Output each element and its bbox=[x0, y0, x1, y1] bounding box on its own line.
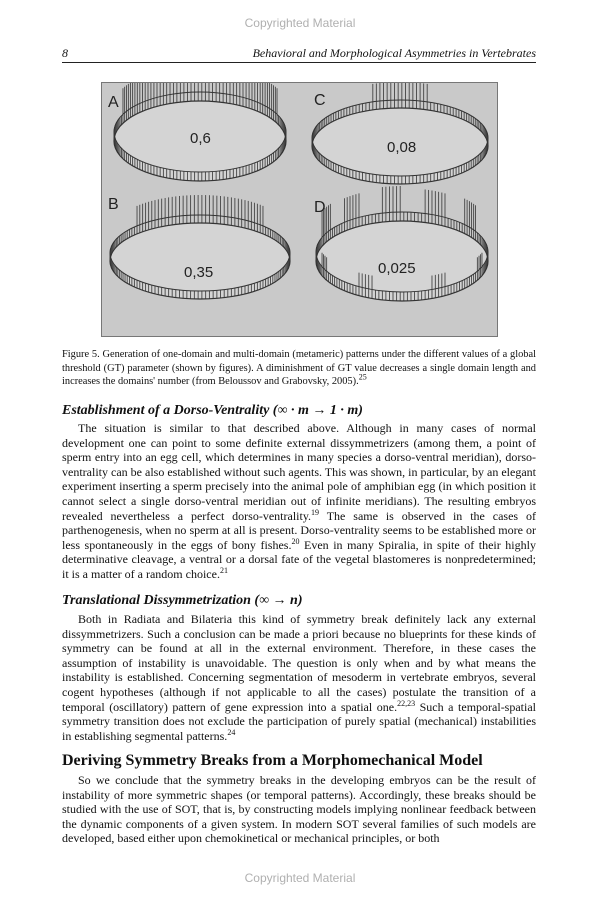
panel-c-value: 0,08 bbox=[387, 139, 417, 156]
panel-a-value: 0,6 bbox=[190, 130, 211, 147]
panel-c-letter: C bbox=[314, 92, 326, 109]
panel-c bbox=[312, 83, 488, 184]
figure-caption bbox=[62, 348, 536, 389]
citation: 21 bbox=[219, 565, 228, 575]
watermark-top: Copyrighted Material bbox=[244, 16, 356, 30]
citation: 22,23 bbox=[397, 698, 416, 708]
section-body-morphomechanical bbox=[62, 773, 536, 846]
panel-d-ring bbox=[316, 186, 488, 301]
paragraph bbox=[62, 612, 536, 743]
citation: 19 bbox=[311, 507, 320, 517]
panel-b-ring bbox=[110, 195, 290, 299]
panel-a bbox=[108, 83, 286, 181]
panel-b bbox=[108, 195, 290, 299]
panel-b-value: 0,35 bbox=[184, 264, 214, 281]
paragraph: So we conclude that the symmetry breaks in the developing embryos can be the result of instability of more symmetric shapes (or temporal patterns). Accordingly, these breaks should be studied with the use of SOT, that is, by constructing models implying nonlinear feedback between the dynamic components of a given system. In modern SOT several families of such models are developed, based either upon chemokinetical or mechanical principles, or both bbox=[62, 773, 536, 846]
caption-text: Figure 5. Generation of one-domain and multi-domain (metameric) patterns under the different values of a global threshold (GT) parameter (shown by figures). A diminishment of GT value decreases a single domain length and increases the domains' number (from Beloussov and Grabovsky, 2005). bbox=[62, 349, 536, 387]
panel-a-letter: A bbox=[108, 94, 119, 111]
running-header bbox=[62, 46, 536, 63]
section-heading-dorso-ventrality: Establishment of a Dorso-Ventrality (∞ · m → 1 · m) bbox=[62, 403, 363, 418]
section-heading-morphomechanical: Deriving Symmetry Breaks from a Morphomechanical Model bbox=[62, 752, 483, 769]
page-number: 8 bbox=[62, 46, 68, 60]
text-run: Both in Radiata and Bilateria this kind of symmetry break definitely lack any external dissymmetrizers. Such a conclusion can be made a priori because no blueprints for these kinds of symmetry can be found at all in the external environment. Therefore, in these cases the assumption of instability is unavoidable. The question is only when and by what means the instability is established. Concerning segmentation of mesoderm in vertebrate embryos, several cogent hypotheses (although if not applicable to all the cases) postulate the transition of a temporal (oscillatory) pattern of gene expression into a spatial one. bbox=[62, 612, 536, 714]
paragraph bbox=[62, 421, 536, 582]
caption-ref: 25 bbox=[358, 372, 367, 382]
panel-d bbox=[314, 186, 488, 301]
text-run: The same is observed in the cases of parthenogenesis, when no sperm at all is present. Dorso-ventrality seems to be established more or less spontaneously in the eggs of bony fishes. bbox=[62, 508, 536, 552]
text-run: The situation is similar to that described above. Although in many cases of normal development one can point to some definite external dissymmetrizers (among them, a point of sperm entry into an egg cell, which determines in many species a dorso-ventral meridian), dorso-ventrality can be also established without such agents. This was shown, in particular, by an elegant experiment inserting a sperm precisely into the animal pole of amphibian egg (in which position it cannot select a single dorso-ventral meridian out of infinite meridians). The resulting embryos revealed nevertheless a perfect dorso-ventrality. bbox=[62, 421, 536, 523]
text-run: Even in many Spiralia, in spite of their highly determinative cleavage, a ventral or a dorsal fate of the vegetal blastomeres is nonpredetermined; it is a matter of a random choice. bbox=[62, 537, 536, 581]
figure-5 bbox=[101, 82, 498, 337]
section-body-dorso-ventrality bbox=[62, 421, 536, 582]
section-body-translational bbox=[62, 612, 536, 743]
panel-b-letter: B bbox=[108, 196, 119, 213]
panel-d-letter: D bbox=[314, 199, 326, 216]
figure-5-illustration bbox=[102, 83, 497, 336]
watermark-bottom: Copyrighted Material bbox=[244, 871, 356, 885]
citation: 20 bbox=[291, 536, 300, 546]
running-title: Behavioral and Morphological Asymmetries in Vertebrates bbox=[252, 46, 536, 60]
panel-c-ring bbox=[312, 83, 488, 184]
section-heading-translational: Translational Dissymmetrization (∞ → n) bbox=[62, 593, 303, 608]
text-run: Such a temporal-spatial symmetry transition does not exclude the participation of purely spatial (mechanical) instabilities in establishing segmental patterns. bbox=[62, 699, 537, 743]
panel-d-value: 0,025 bbox=[378, 260, 416, 277]
citation: 24 bbox=[227, 727, 236, 737]
